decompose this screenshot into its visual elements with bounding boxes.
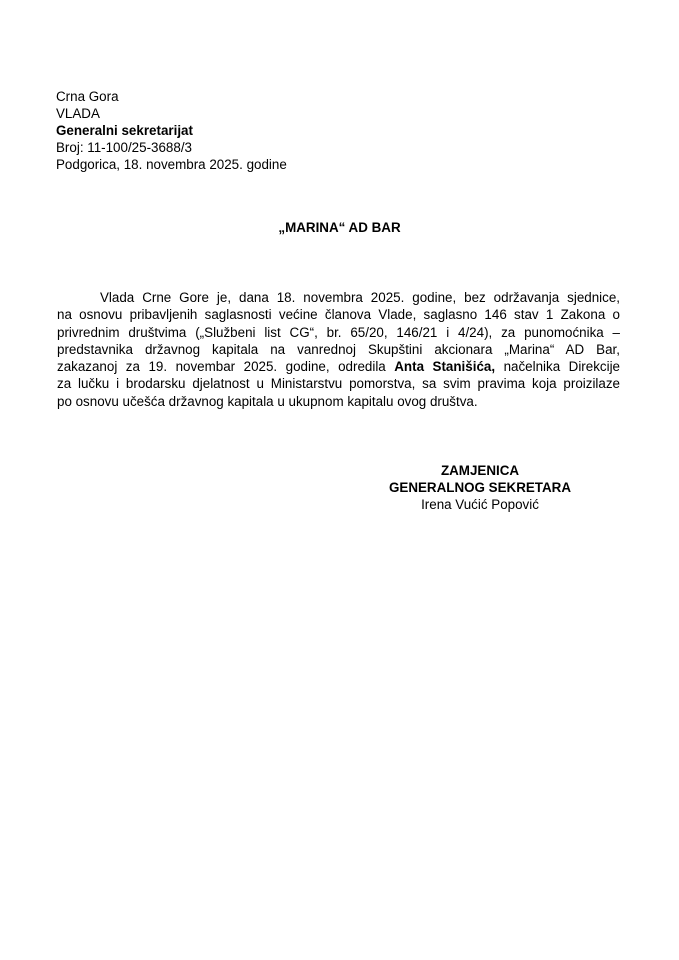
header-office: Generalni sekretarijat (56, 123, 193, 138)
body-line-7: po osnovu učešća državnog kapitala u ukupnom kapitalu ovog društva. (57, 393, 478, 409)
body-line-1: Vlada Crne Gore je, dana 18. novembra 2025. godine, bez održavanja sjednice, (100, 290, 620, 305)
document-body (57, 289, 620, 410)
signature-title-line-2: GENERALNOG SEKRETARA (388, 480, 572, 495)
signature-block (380, 462, 580, 513)
body-line-6: za lučku i brodarsku djelatnost u Ministarstvu pomorstva, sa svim pravima koja proizilaze (57, 376, 620, 392)
header-number: Broj: 11-100/25-3688/3 (56, 140, 192, 155)
header-place-date: Podgorica, 18. novembra 2025. godine (56, 157, 287, 172)
body-line-2: na osnovu pribavljenih saglasnosti većine članova Vlade, saglasno 146 stav 1 Zakona o (57, 307, 620, 323)
body-line-5 (57, 358, 620, 375)
signature-title-line-1: ZAMJENICA (440, 463, 520, 478)
document-header (56, 88, 287, 173)
signatory-name: Irena Vućić Popović (421, 497, 539, 512)
body-line-5-end: načelnika Direkcije (495, 359, 621, 375)
body-line-4: predstavnika državnog kapitala na vanrednoj Skupštini akcionara „Marina“ AD Bar, (57, 341, 620, 357)
body-line-3: privrednim društvima („Službeni list CG“, br. 65/20, 146/21 i 4/24), za punomoćnika – (57, 324, 620, 340)
header-country: Crna Gora (56, 89, 119, 104)
body-line-5-start: zakazanoj za 19. novembar 2025. godine, odredila (57, 359, 395, 375)
header-government: VLADA (56, 106, 100, 121)
document-title: „MARINA“ AD BAR (278, 220, 401, 235)
appointee-name: Anta Stanišića, (394, 359, 496, 375)
